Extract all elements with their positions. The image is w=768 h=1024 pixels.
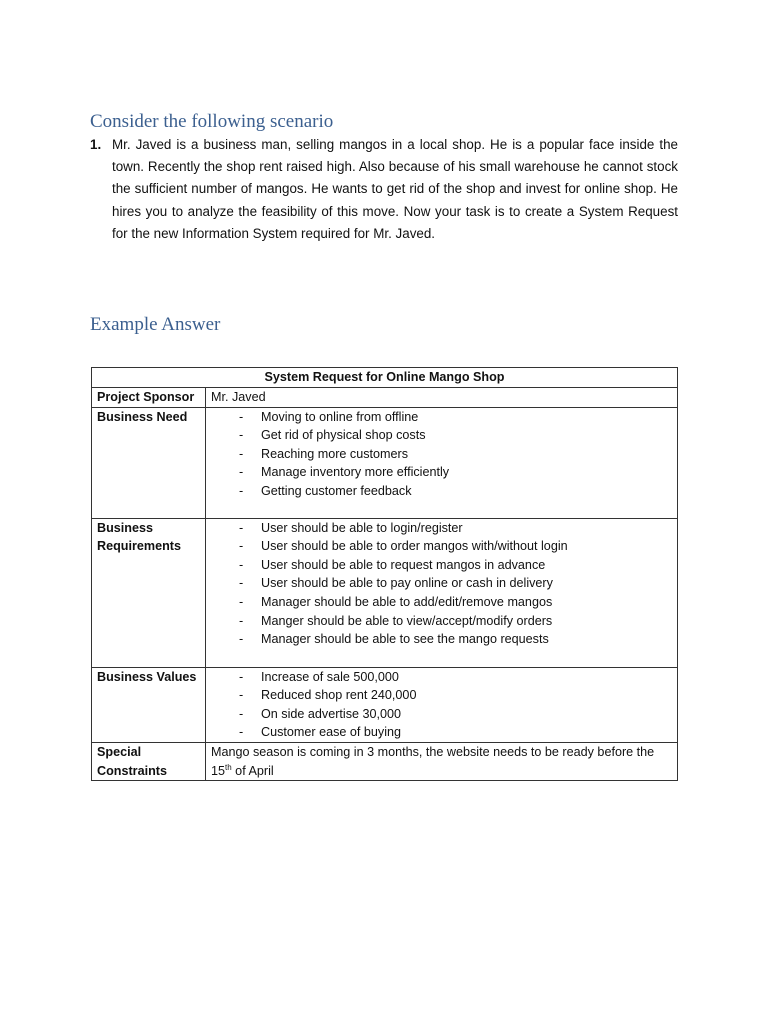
scenario-heading: Consider the following scenario [90, 111, 334, 132]
constraints-text: Mango season is coming in 3 months, the website needs to be ready before the 15 [211, 744, 655, 778]
list-item: - Moving to online from offline [235, 408, 672, 427]
system-request-table [91, 367, 678, 781]
business-values-list [211, 668, 672, 742]
special-constraints-label: Special Constraints [92, 742, 206, 780]
list-item: - On side advertise 30,000 [235, 705, 672, 724]
business-need-row [92, 407, 678, 518]
business-need-list [211, 408, 672, 501]
special-constraints-cell [206, 742, 678, 780]
list-item: - User should be able to request mangos in advance [235, 556, 672, 575]
list-item: - Manager should be able to add/edit/remove mangos [235, 593, 672, 612]
list-item: - User should be able to order mangos with/without login [235, 537, 672, 556]
constraints-superscript: th [225, 762, 232, 772]
business-values-label: Business Values [92, 667, 206, 742]
example-answer-heading: Example Answer [90, 314, 221, 335]
list-item: - Manage inventory more efficiently [235, 463, 672, 482]
business-requirements-list [211, 519, 672, 649]
list-item: - User should be able to login/register [235, 519, 672, 538]
business-requirements-row [92, 518, 678, 667]
list-item: - Getting customer feedback [235, 482, 672, 501]
constraints-text-end: of April [231, 763, 274, 778]
list-item: - Customer ease of buying [235, 723, 672, 742]
business-values-cell [206, 667, 678, 742]
business-requirements-label: Business Requirements [92, 518, 206, 667]
sponsor-value: Mr. Javed [206, 388, 678, 408]
business-values-row [92, 667, 678, 742]
scenario-text: Mr. Javed is a business man, selling mangos in a local shop. He is a popular face inside the town. Recently the shop rent raised high. Also because of his small warehouse he cannot stock the sufficient number of mangos. He wants to get rid of the shop and invest for online shop. He hires you to analyze the feasibility of this move. Now your task is to create a System Request for the new Information System required for Mr. Javed. [112, 137, 678, 241]
list-item: - Increase of sale 500,000 [235, 668, 672, 687]
list-item: - Get rid of physical shop costs [235, 426, 672, 445]
business-need-label: Business Need [92, 407, 206, 518]
list-item: - Manger should be able to view/accept/modify orders [235, 612, 672, 631]
special-constraints-row [92, 742, 678, 780]
business-need-cell [206, 407, 678, 518]
scenario-paragraph [90, 134, 678, 245]
list-item: - Manager should be able to see the mango requests [235, 630, 672, 649]
list-item: - Reaching more customers [235, 445, 672, 464]
table-title-row [92, 368, 678, 388]
sponsor-row [92, 388, 678, 408]
business-requirements-cell [206, 518, 678, 667]
scenario-number: 1. [90, 137, 102, 152]
list-item: - User should be able to pay online or cash in delivery [235, 574, 672, 593]
sponsor-label: Project Sponsor [92, 388, 206, 408]
list-item: - Reduced shop rent 240,000 [235, 686, 672, 705]
table-title: System Request for Online Mango Shop [92, 368, 678, 388]
